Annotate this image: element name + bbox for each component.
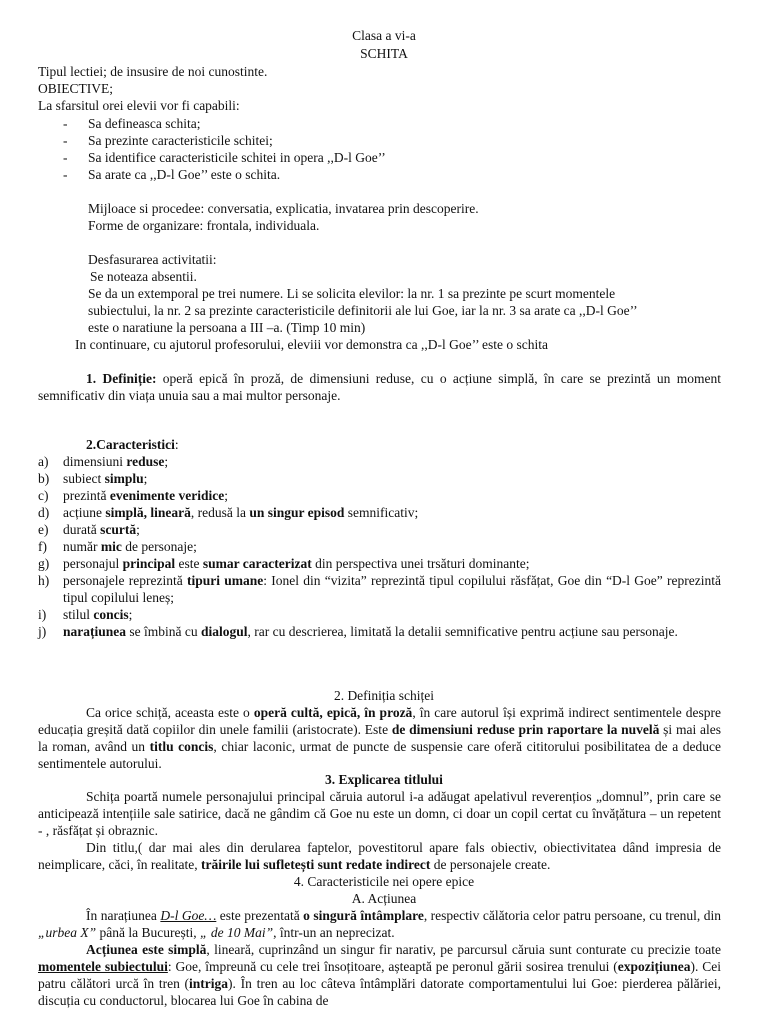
text-run: semnificativ; bbox=[344, 505, 419, 520]
section4-paragraph-2 bbox=[38, 941, 721, 1009]
objective-item: Sa arate ca ,,D-l Goe’’ este o schita. bbox=[88, 167, 281, 182]
text-run: „urbea X” bbox=[38, 925, 97, 940]
characteristic-item bbox=[63, 538, 721, 555]
continue-line: In continuare, cu ajutorul profesorului, eleviii vor demonstra ca ,,D-l Goe’’ este o schita bbox=[75, 337, 548, 352]
list-marker: i) bbox=[38, 607, 47, 622]
characteristic-item bbox=[63, 504, 721, 521]
text-run: subiect bbox=[63, 471, 105, 486]
text-run: evenimente veridice bbox=[109, 488, 225, 503]
text-run: Din titlu,( dar mai ales din derularea faptelor, povestitorul apare fals obiectiv, obiectivitatea dând impresia de neimplicare, căci, în realitate, bbox=[38, 840, 721, 872]
section3-paragraph-1: Schița poartă numele personajului principal căruia autorul i-a adăugat apelativul reverențios „domnul”, prin care se anticipează intențiile sale satirice, dacă ne gândim că Goe nu este un domn, ci doar un copil certat cu învățătura – un repetent - , răsfățat și obraznic. bbox=[38, 789, 721, 838]
text-run: prezintă bbox=[63, 488, 110, 503]
characteristic-item bbox=[63, 623, 721, 640]
characteristic-item bbox=[63, 606, 721, 623]
text-run: , lineară, cuprinzând un singur fir narativ, pe parcursul căruia sunt conturate cu precizie toate bbox=[206, 942, 721, 957]
text-run: tipuri umane bbox=[186, 573, 264, 588]
bullet-dash: - bbox=[63, 150, 68, 165]
list-marker: d) bbox=[38, 505, 50, 520]
bullet-dash: - bbox=[63, 116, 68, 131]
text-run: durată bbox=[63, 522, 101, 537]
text-run: se îmbină cu bbox=[126, 624, 201, 639]
text-run: principal bbox=[122, 556, 176, 571]
text-run: , chiar laconic, urmat de puncte de suspensie care oferă cititorului posibilitatea de a deduce sentimentele autorului. bbox=[38, 739, 722, 771]
text-run: dialogul bbox=[201, 624, 248, 639]
text-run: ; bbox=[224, 488, 228, 503]
characteristic-item bbox=[63, 470, 721, 487]
text-run: intriga bbox=[189, 976, 229, 991]
objectives-lead: La sfarsitul orei elevii vor fi capabili: bbox=[38, 98, 240, 113]
lesson-type: Tipul lectiei; de insusire de noi cunostinte. bbox=[38, 64, 268, 79]
text-run: , redusă la bbox=[190, 505, 250, 520]
text-run: până la București, bbox=[96, 925, 200, 940]
text-run: ). Cei patru călători urcă în tren ( bbox=[38, 959, 721, 991]
absent-line: Se noteaza absentii. bbox=[90, 269, 197, 284]
text-run: , în care autorul își exprimă indirect sentimentele despre educația greșită dată copiilor din unele familii (aristocrate). Este bbox=[38, 705, 721, 737]
text-run: este prezentată bbox=[216, 908, 304, 923]
text-run: număr bbox=[63, 539, 101, 554]
text-run: Ca orice schiță, aceasta este o bbox=[86, 705, 254, 720]
list-marker: h) bbox=[38, 573, 50, 588]
characteristic-item bbox=[63, 555, 721, 572]
text-run: acțiune bbox=[63, 505, 106, 520]
text-run: D-l Goe… bbox=[160, 908, 217, 923]
text-run: concis bbox=[93, 607, 129, 622]
text-run: , într-un an neprecizat. bbox=[273, 925, 395, 940]
characteristic-item bbox=[63, 453, 721, 470]
objective-item: Sa defineasca schita; bbox=[88, 116, 201, 131]
text-run: titlu concis bbox=[149, 739, 214, 754]
characteristic-item bbox=[63, 487, 721, 504]
text-run: este bbox=[175, 556, 203, 571]
text-run: stilul bbox=[63, 607, 94, 622]
text-run: din perspectiva unei trsături dominante; bbox=[311, 556, 530, 571]
text-run: o singură întâmplare bbox=[303, 908, 424, 923]
section4-heading: 4. Caracteristicile nei opere epice bbox=[293, 874, 475, 889]
list-marker: f) bbox=[38, 539, 47, 554]
text-run: Acțiunea este simplă bbox=[86, 942, 207, 957]
text-run: , respectiv călătoria celor patru persoane, cu trenul, din bbox=[423, 908, 721, 923]
objective-item: Sa prezinte caracteristicile schitei; bbox=[88, 133, 273, 148]
text-run: scurtă bbox=[100, 522, 137, 537]
definition-paragraph bbox=[38, 370, 721, 404]
list-marker: g) bbox=[38, 556, 50, 571]
list-marker: b) bbox=[38, 471, 50, 486]
text-run: simplă, lineară bbox=[105, 505, 191, 520]
quiz-line: este o naratiune la persoana a III –a. (Timp 10 min) bbox=[88, 320, 366, 335]
activity-heading: Desfasurarea activitatii: bbox=[88, 252, 217, 267]
text-run: ). În tren au loc câteva întâmplări datorate comportamentului lui Goe: pierderea pălăriei, discuția cu conductorul, blocarea lui Goe în cabina de bbox=[38, 976, 721, 1008]
bullet-dash: - bbox=[63, 167, 68, 182]
list-marker: j) bbox=[38, 624, 47, 639]
definition-label: 1. Definiție: bbox=[86, 371, 157, 386]
section4-paragraph-1 bbox=[38, 907, 721, 941]
text-run: „ de 10 Mai” bbox=[199, 925, 274, 940]
class-line: Clasa a vi-a bbox=[352, 28, 416, 43]
text-run: : Ionel din “vizita” reprezintă tipul copilului răsfățat, Goe din “D-l Goe” reprezintă tipul copilului leneș; bbox=[63, 573, 722, 605]
text-run: reduse bbox=[126, 454, 165, 469]
text-run: ; bbox=[136, 522, 140, 537]
objectives-heading: OBIECTIVE; bbox=[38, 81, 113, 96]
text-run: de personaje; bbox=[121, 539, 197, 554]
text-run: simplu bbox=[104, 471, 144, 486]
quiz-line: Se da un extemporal pe trei numere. Li se solicita elevilor: la nr. 1 sa prezinte pe scurt momentele bbox=[88, 286, 616, 301]
text-run: și mai ales la roman, având un bbox=[38, 722, 721, 754]
text-run: ; bbox=[143, 471, 148, 486]
text-run: ; bbox=[164, 454, 169, 469]
list-marker: c) bbox=[38, 488, 49, 503]
text-run: sumar caracterizat bbox=[202, 556, 312, 571]
forms-line: Forme de organizare: frontala, individuala. bbox=[88, 218, 320, 233]
text-run: de dimensiuni reduse prin raportare la nuvelă bbox=[391, 722, 660, 737]
characteristics-heading: 2.Caracteristici: bbox=[86, 437, 179, 452]
characteristic-item bbox=[63, 521, 721, 538]
section3-paragraph-2 bbox=[38, 839, 721, 873]
text-run: dimensiuni bbox=[63, 454, 127, 469]
text-run: personajul bbox=[63, 556, 123, 571]
text-run: personajele reprezintă bbox=[63, 573, 187, 588]
text-run: , rar cu descrierea, limitată la detalii semnificative pentru acțiune sau personaje. bbox=[247, 624, 678, 639]
text-run: mic bbox=[100, 539, 122, 554]
bullet-dash: - bbox=[63, 133, 68, 148]
text-run: expozițiunea bbox=[617, 959, 691, 974]
text-run: : Goe, împreună cu cele trei însoțitoare, așteaptă pe peronul gării sosirea trenului ( bbox=[167, 959, 618, 974]
text-run: În narațiunea bbox=[86, 908, 161, 923]
list-marker: a) bbox=[38, 454, 49, 469]
section2-heading: 2. Definiția schiței bbox=[333, 688, 435, 703]
text-run: trăirile lui sufletești sunt redate indirect bbox=[201, 857, 431, 872]
text-run: ; bbox=[128, 607, 133, 622]
list-marker: e) bbox=[38, 522, 49, 537]
means-line: Mijloace si procedee: conversatia, explicatia, invatarea prin descoperire. bbox=[88, 201, 479, 216]
document-title: SCHITA bbox=[360, 46, 408, 61]
characteristic-item bbox=[63, 572, 721, 606]
text-run: operă cultă, epică, în proză bbox=[253, 705, 413, 720]
text-run: narațiunea bbox=[63, 624, 127, 639]
definition-text: operă epică în proză, de dimensiuni reduse, cu o acțiune simplă, în care se prezintă un moment semnificativ din viața unuia sau a mai multor personaje. bbox=[38, 371, 721, 403]
section3-heading: 3. Explicarea titlului bbox=[325, 772, 443, 787]
text-run: momentele subiectului bbox=[38, 959, 168, 974]
text-run: de personajele create. bbox=[430, 857, 551, 872]
section4-subheading: A. Acțiunea bbox=[351, 891, 417, 906]
objective-item: Sa identifice caracteristicile schitei in opera ,,D-l Goe’’ bbox=[88, 150, 386, 165]
quiz-line: subiectului, la nr. 2 sa prezinte caracteristicile definitorii ale lui Goe, iar la nr. 3 sa arate ca ,,D-l Goe’’ bbox=[88, 303, 638, 318]
text-run: un singur episod bbox=[249, 505, 345, 520]
section2-paragraph bbox=[38, 704, 721, 772]
